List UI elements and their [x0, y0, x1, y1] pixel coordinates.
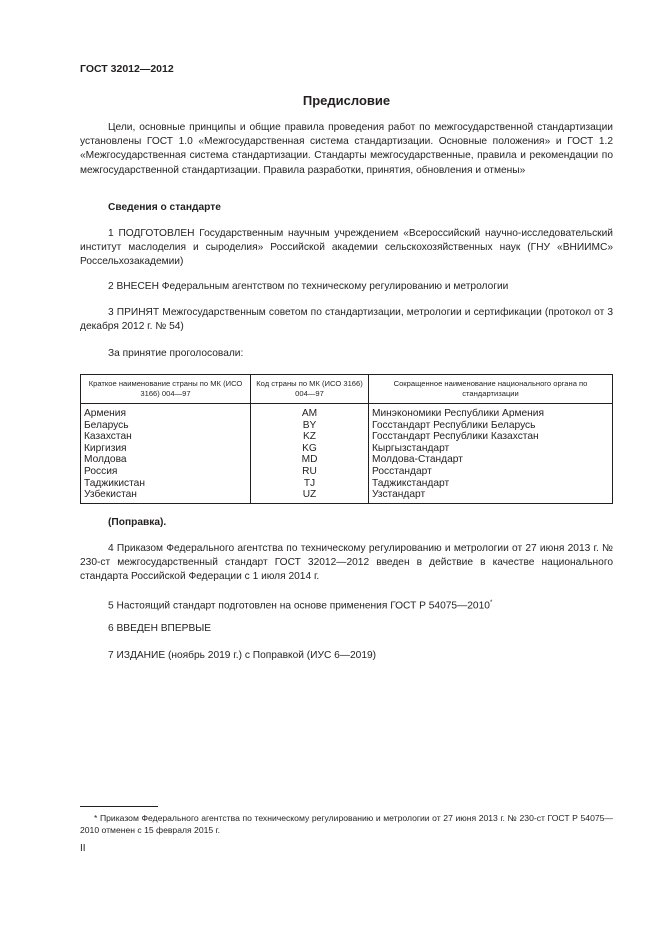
body-cell: Росстандарт	[369, 466, 613, 478]
code-cell: UZ	[251, 489, 369, 503]
header-country: Краткое наименование страны по МК (ИСО 3166) 004—97	[81, 375, 251, 404]
country-cell: Таджикистан	[81, 478, 251, 490]
table-header-row	[81, 375, 613, 404]
body-cell: Узстандарт	[369, 489, 613, 503]
document-code: ГОСТ 32012—2012	[80, 63, 174, 75]
section-heading: Сведения о стандарте	[108, 202, 221, 213]
header-code: Код страны по МК (ИСО 3166) 004—97	[251, 375, 369, 404]
table-row	[81, 404, 613, 420]
item-1: 1 ПОДГОТОВЛЕН Государственным научным учреждением «Всероссийский научно-исследовательский институт маслоделия и сыроделия» Российской академии сельскохозяйственных наук (ГНУ «ВНИИМС» Россельхозакадемии)	[80, 228, 613, 268]
item-5-text: 5 Настоящий стандарт подготовлен на основе применения ГОСТ Р 54075—2010	[108, 600, 490, 612]
code-cell: KG	[251, 443, 369, 455]
table-row	[81, 466, 613, 478]
footnote-marker: *	[489, 600, 493, 606]
item-5	[80, 596, 613, 614]
page-number: II	[80, 843, 86, 854]
code-cell: AM	[251, 404, 369, 420]
body-cell: Кыргызстандарт	[369, 443, 613, 455]
country-cell: Киргизия	[81, 443, 251, 455]
intro-paragraph: Цели, основные принципы и общие правила проведения работ по межгосударственной стандартизации установлены ГОСТ 1.0 «Межгосударственная система стандартизации. Основные положения» и ГОСТ 1.2 «Межгосударственная система стандартизации. Стандарты межгосударственные, правила и рекомендации по межгосударственной стандартизации. Правила разработки, принятия, обновления и отмены»	[80, 122, 613, 176]
code-cell: MD	[251, 454, 369, 466]
voted-label: За принятие проголосовали:	[108, 348, 244, 359]
code-cell: KZ	[251, 431, 369, 443]
body-cell: Госстандарт Республики Казахстан	[369, 431, 613, 443]
footnote-divider	[80, 806, 158, 807]
page-title: Предисловие	[302, 93, 391, 108]
table-row	[81, 478, 613, 490]
table-row	[81, 454, 613, 466]
country-cell: Армения	[81, 404, 251, 420]
body-cell: Таджикстандарт	[369, 478, 613, 490]
country-cell: Россия	[81, 466, 251, 478]
code-cell: RU	[251, 466, 369, 478]
body-cell: Молдова-Стандарт	[369, 454, 613, 466]
code-cell: TJ	[251, 478, 369, 490]
body-cell: Минэкономики Республики Армения	[369, 404, 613, 420]
item-4: 4 Приказом Федерального агентства по техническому регулированию и метрологии от 27 июня 2013 г. № 230-ст межгосударственный стандарт ГОСТ 32012—2012 введен в действие в качестве национального стандарта Российской Федерации с 1 июля 2014 г.	[80, 543, 613, 583]
table-row	[81, 431, 613, 443]
header-body: Сокращенное наименование национального органа по стандартизации	[369, 375, 613, 404]
item-2: 2 ВНЕСЕН Федеральным агентством по техническому регулированию и метрологии	[108, 281, 509, 292]
item-3: 3 ПРИНЯТ Межгосударственным советом по стандартизации, метрологии и сертификации (протокол от 3 декабря 2012 г. № 54)	[80, 307, 613, 333]
table-row	[81, 489, 613, 503]
amendment-note: (Поправка).	[108, 517, 167, 528]
table-row	[81, 443, 613, 455]
footnote: * Приказом Федерального агентства по техническому регулированию и метрологии от 27 июня 2013 г. № 230-ст ГОСТ Р 54075—2010 отменен с 15 февраля 2015 г.	[80, 813, 613, 835]
country-cell: Молдова	[81, 454, 251, 466]
country-cell: Беларусь	[81, 420, 251, 432]
voting-table	[80, 374, 613, 504]
code-cell: BY	[251, 420, 369, 432]
country-cell: Казахстан	[81, 431, 251, 443]
country-cell: Узбекистан	[81, 489, 251, 503]
body-cell: Госстандарт Республики Беларусь	[369, 420, 613, 432]
item-6: 6 ВВЕДЕН ВПЕРВЫЕ	[108, 623, 212, 634]
item-7: 7 ИЗДАНИЕ (ноябрь 2019 г.) с Поправкой (ИУС 6—2019)	[108, 650, 377, 661]
table-row	[81, 420, 613, 432]
